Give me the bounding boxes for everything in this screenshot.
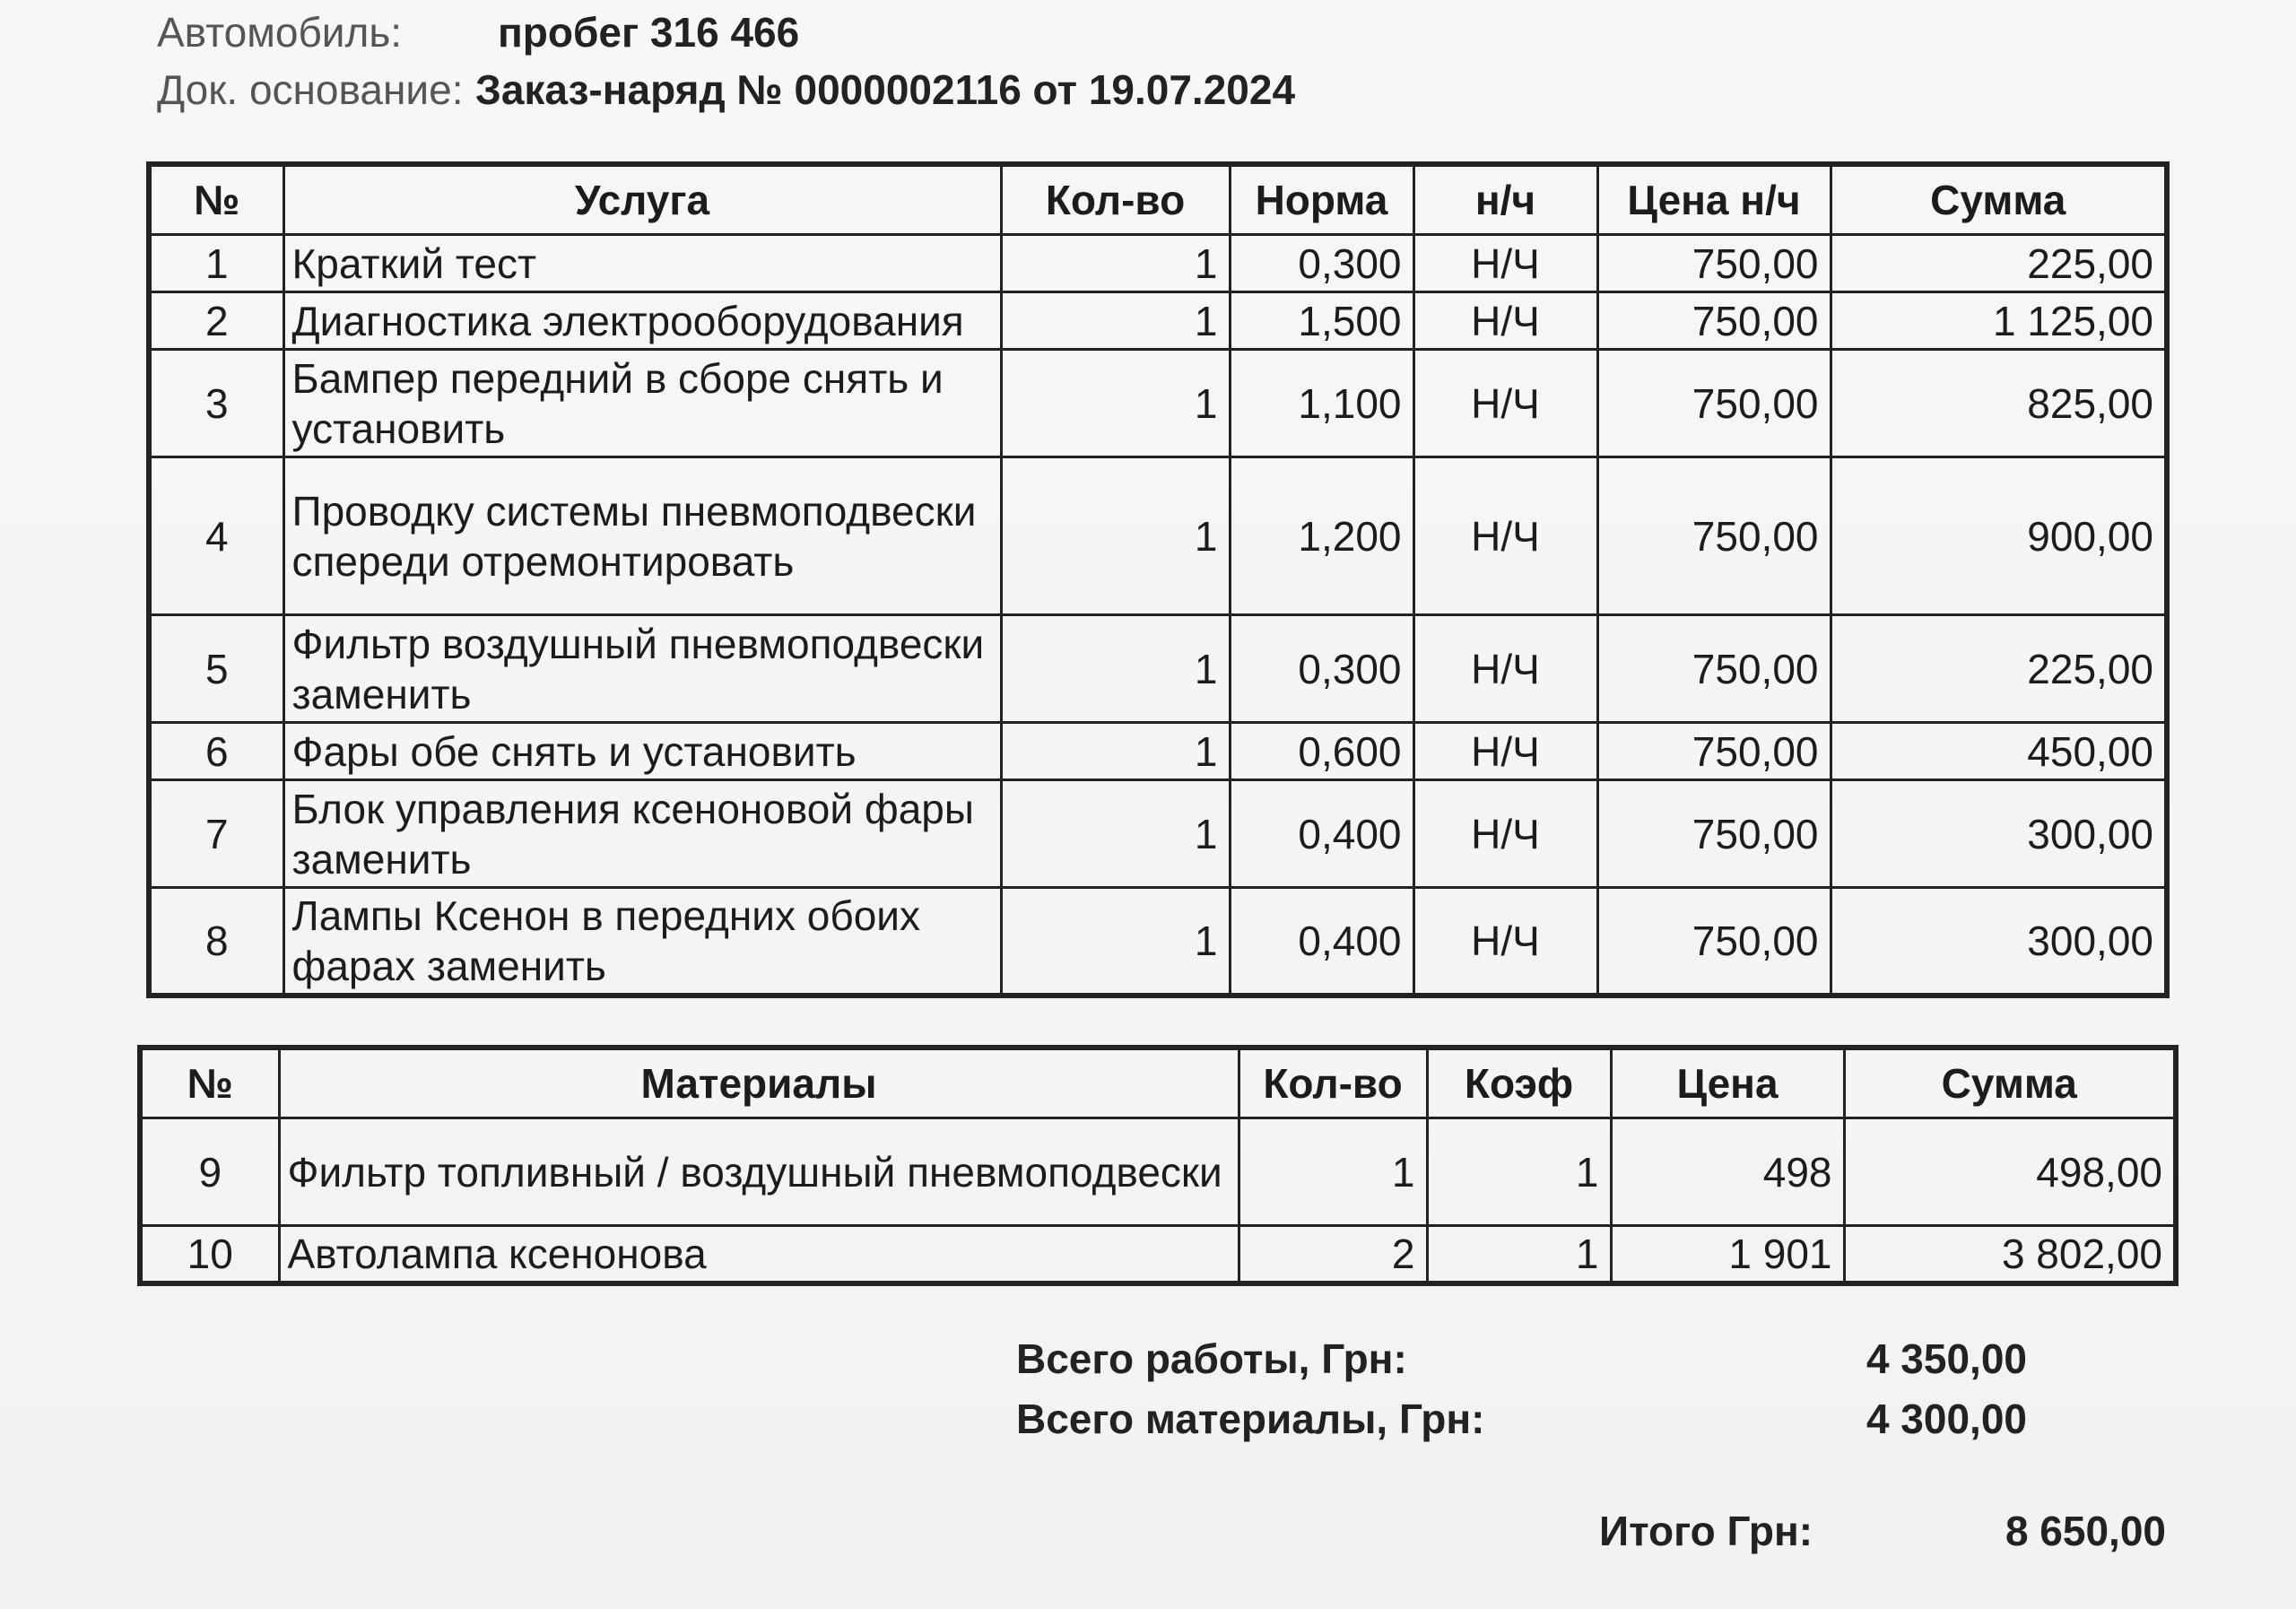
sum-cell: 900,00 <box>1831 457 2167 615</box>
total-materials-label: Всего материалы, Грн: <box>1016 1396 1485 1442</box>
norm-cell: 0,300 <box>1230 235 1413 292</box>
service-name: Блок управления ксеноновой фары заменить <box>283 780 1001 888</box>
row-number: 7 <box>149 780 283 888</box>
total-materials-value: 4 300,00 <box>1866 1396 2027 1442</box>
unit-cell: Н/Ч <box>1413 723 1597 780</box>
col-header-number: № <box>140 1048 279 1118</box>
unit-cell: Н/Ч <box>1413 615 1597 723</box>
col-header-sum: Сумма <box>1831 164 2167 235</box>
col-header-norm: Норма <box>1230 164 1413 235</box>
doc-basis-row <box>157 61 1295 118</box>
service-name: Диагностика электрооборудования <box>283 292 1001 350</box>
norm-cell: 0,300 <box>1230 615 1413 723</box>
unit-cell: Н/Ч <box>1413 457 1597 615</box>
table-row <box>149 780 2167 888</box>
table-row <box>140 1226 2176 1283</box>
table-row <box>140 1118 2176 1226</box>
car-label: Автомобиль: <box>157 9 403 56</box>
service-name: Проводку системы пневмоподвески спереди отремонтировать <box>283 457 1001 615</box>
sum-cell: 225,00 <box>1831 235 2167 292</box>
norm-cell: 1,100 <box>1230 350 1413 457</box>
doc-basis-value: Заказ-наряд № 0000002116 от 19.07.2024 <box>475 66 1296 113</box>
price-cell: 498 <box>1611 1118 1844 1226</box>
col-header-sum: Сумма <box>1844 1048 2176 1118</box>
service-name: Краткий тест <box>283 235 1001 292</box>
sum-cell: 450,00 <box>1831 723 2167 780</box>
sum-cell: 825,00 <box>1831 350 2167 457</box>
table-row <box>149 888 2167 996</box>
col-header-service: Услуга <box>283 164 1001 235</box>
norm-cell: 0,600 <box>1230 723 1413 780</box>
material-name: Автолампа ксенонова <box>279 1226 1239 1283</box>
grand-total-value: 8 650,00 <box>2005 1508 2166 1554</box>
car-value: пробег 316 466 <box>498 9 800 56</box>
price-cell: 750,00 <box>1597 235 1831 292</box>
coef-cell: 1 <box>1427 1118 1611 1226</box>
table-row <box>149 457 2167 615</box>
unit-cell: Н/Ч <box>1413 350 1597 457</box>
price-cell: 1 901 <box>1611 1226 1844 1283</box>
norm-cell: 1,200 <box>1230 457 1413 615</box>
qty-cell: 1 <box>1001 292 1230 350</box>
unit-cell: Н/Ч <box>1413 292 1597 350</box>
qty-cell: 1 <box>1001 350 1230 457</box>
norm-cell: 1,500 <box>1230 292 1413 350</box>
service-name: Бампер передний в сборе снять и установить <box>283 350 1001 457</box>
service-name: Лампы Ксенон в передних обоих фарах заменить <box>283 888 1001 996</box>
col-header-qty: Кол-во <box>1239 1048 1427 1118</box>
service-name: Фильтр воздушный пневмоподвески заменить <box>283 615 1001 723</box>
table-row <box>149 615 2167 723</box>
qty-cell: 1 <box>1239 1118 1427 1226</box>
materials-table <box>137 1045 2179 1286</box>
unit-cell: Н/Ч <box>1413 780 1597 888</box>
col-header-material: Материалы <box>279 1048 1239 1118</box>
row-number: 6 <box>149 723 283 780</box>
total-work-label: Всего работы, Грн: <box>1016 1335 1407 1382</box>
price-cell: 750,00 <box>1597 350 1831 457</box>
grand-total-label: Итого Грн: <box>1599 1508 1813 1554</box>
table-row <box>149 723 2167 780</box>
total-work-value: 4 350,00 <box>1866 1335 2027 1382</box>
row-number: 8 <box>149 888 283 996</box>
col-header-price: Цена <box>1611 1048 1844 1118</box>
coef-cell: 1 <box>1427 1226 1611 1283</box>
qty-cell: 1 <box>1001 888 1230 996</box>
price-cell: 750,00 <box>1597 615 1831 723</box>
qty-cell: 1 <box>1001 235 1230 292</box>
sum-cell: 300,00 <box>1831 780 2167 888</box>
qty-cell: 1 <box>1001 615 1230 723</box>
price-cell: 750,00 <box>1597 292 1831 350</box>
qty-cell: 2 <box>1239 1226 1427 1283</box>
qty-cell: 1 <box>1001 723 1230 780</box>
table-row <box>149 292 2167 350</box>
document-header <box>157 4 1295 118</box>
row-number: 2 <box>149 292 283 350</box>
row-number: 3 <box>149 350 283 457</box>
table-row <box>149 350 2167 457</box>
service-name: Фары обе снять и установить <box>283 723 1001 780</box>
table-row <box>149 235 2167 292</box>
row-number: 10 <box>140 1226 279 1283</box>
sum-cell: 3 802,00 <box>1844 1226 2176 1283</box>
sum-cell: 1 125,00 <box>1831 292 2167 350</box>
unit-cell: Н/Ч <box>1413 235 1597 292</box>
col-header-number: № <box>149 164 283 235</box>
col-header-price: Цена н/ч <box>1597 164 1831 235</box>
row-number: 1 <box>149 235 283 292</box>
doc-basis-label: Док. основание: <box>157 66 464 113</box>
price-cell: 750,00 <box>1597 723 1831 780</box>
row-number: 9 <box>140 1118 279 1226</box>
price-cell: 750,00 <box>1597 780 1831 888</box>
norm-cell: 0,400 <box>1230 888 1413 996</box>
qty-cell: 1 <box>1001 780 1230 888</box>
norm-cell: 0,400 <box>1230 780 1413 888</box>
col-header-qty: Кол-во <box>1001 164 1230 235</box>
materials-header-row <box>140 1048 2176 1118</box>
services-header-row <box>149 164 2167 235</box>
sum-cell: 225,00 <box>1831 615 2167 723</box>
car-row <box>157 4 1295 61</box>
sum-cell: 300,00 <box>1831 888 2167 996</box>
material-name: Фильтр топливный / воздушный пневмоподвески <box>279 1118 1239 1226</box>
row-number: 4 <box>149 457 283 615</box>
price-cell: 750,00 <box>1597 457 1831 615</box>
col-header-coef: Коэф <box>1427 1048 1611 1118</box>
sum-cell: 498,00 <box>1844 1118 2176 1226</box>
col-header-unit: н/ч <box>1413 164 1597 235</box>
qty-cell: 1 <box>1001 457 1230 615</box>
services-table <box>146 161 2170 998</box>
price-cell: 750,00 <box>1597 888 1831 996</box>
unit-cell: Н/Ч <box>1413 888 1597 996</box>
row-number: 5 <box>149 615 283 723</box>
